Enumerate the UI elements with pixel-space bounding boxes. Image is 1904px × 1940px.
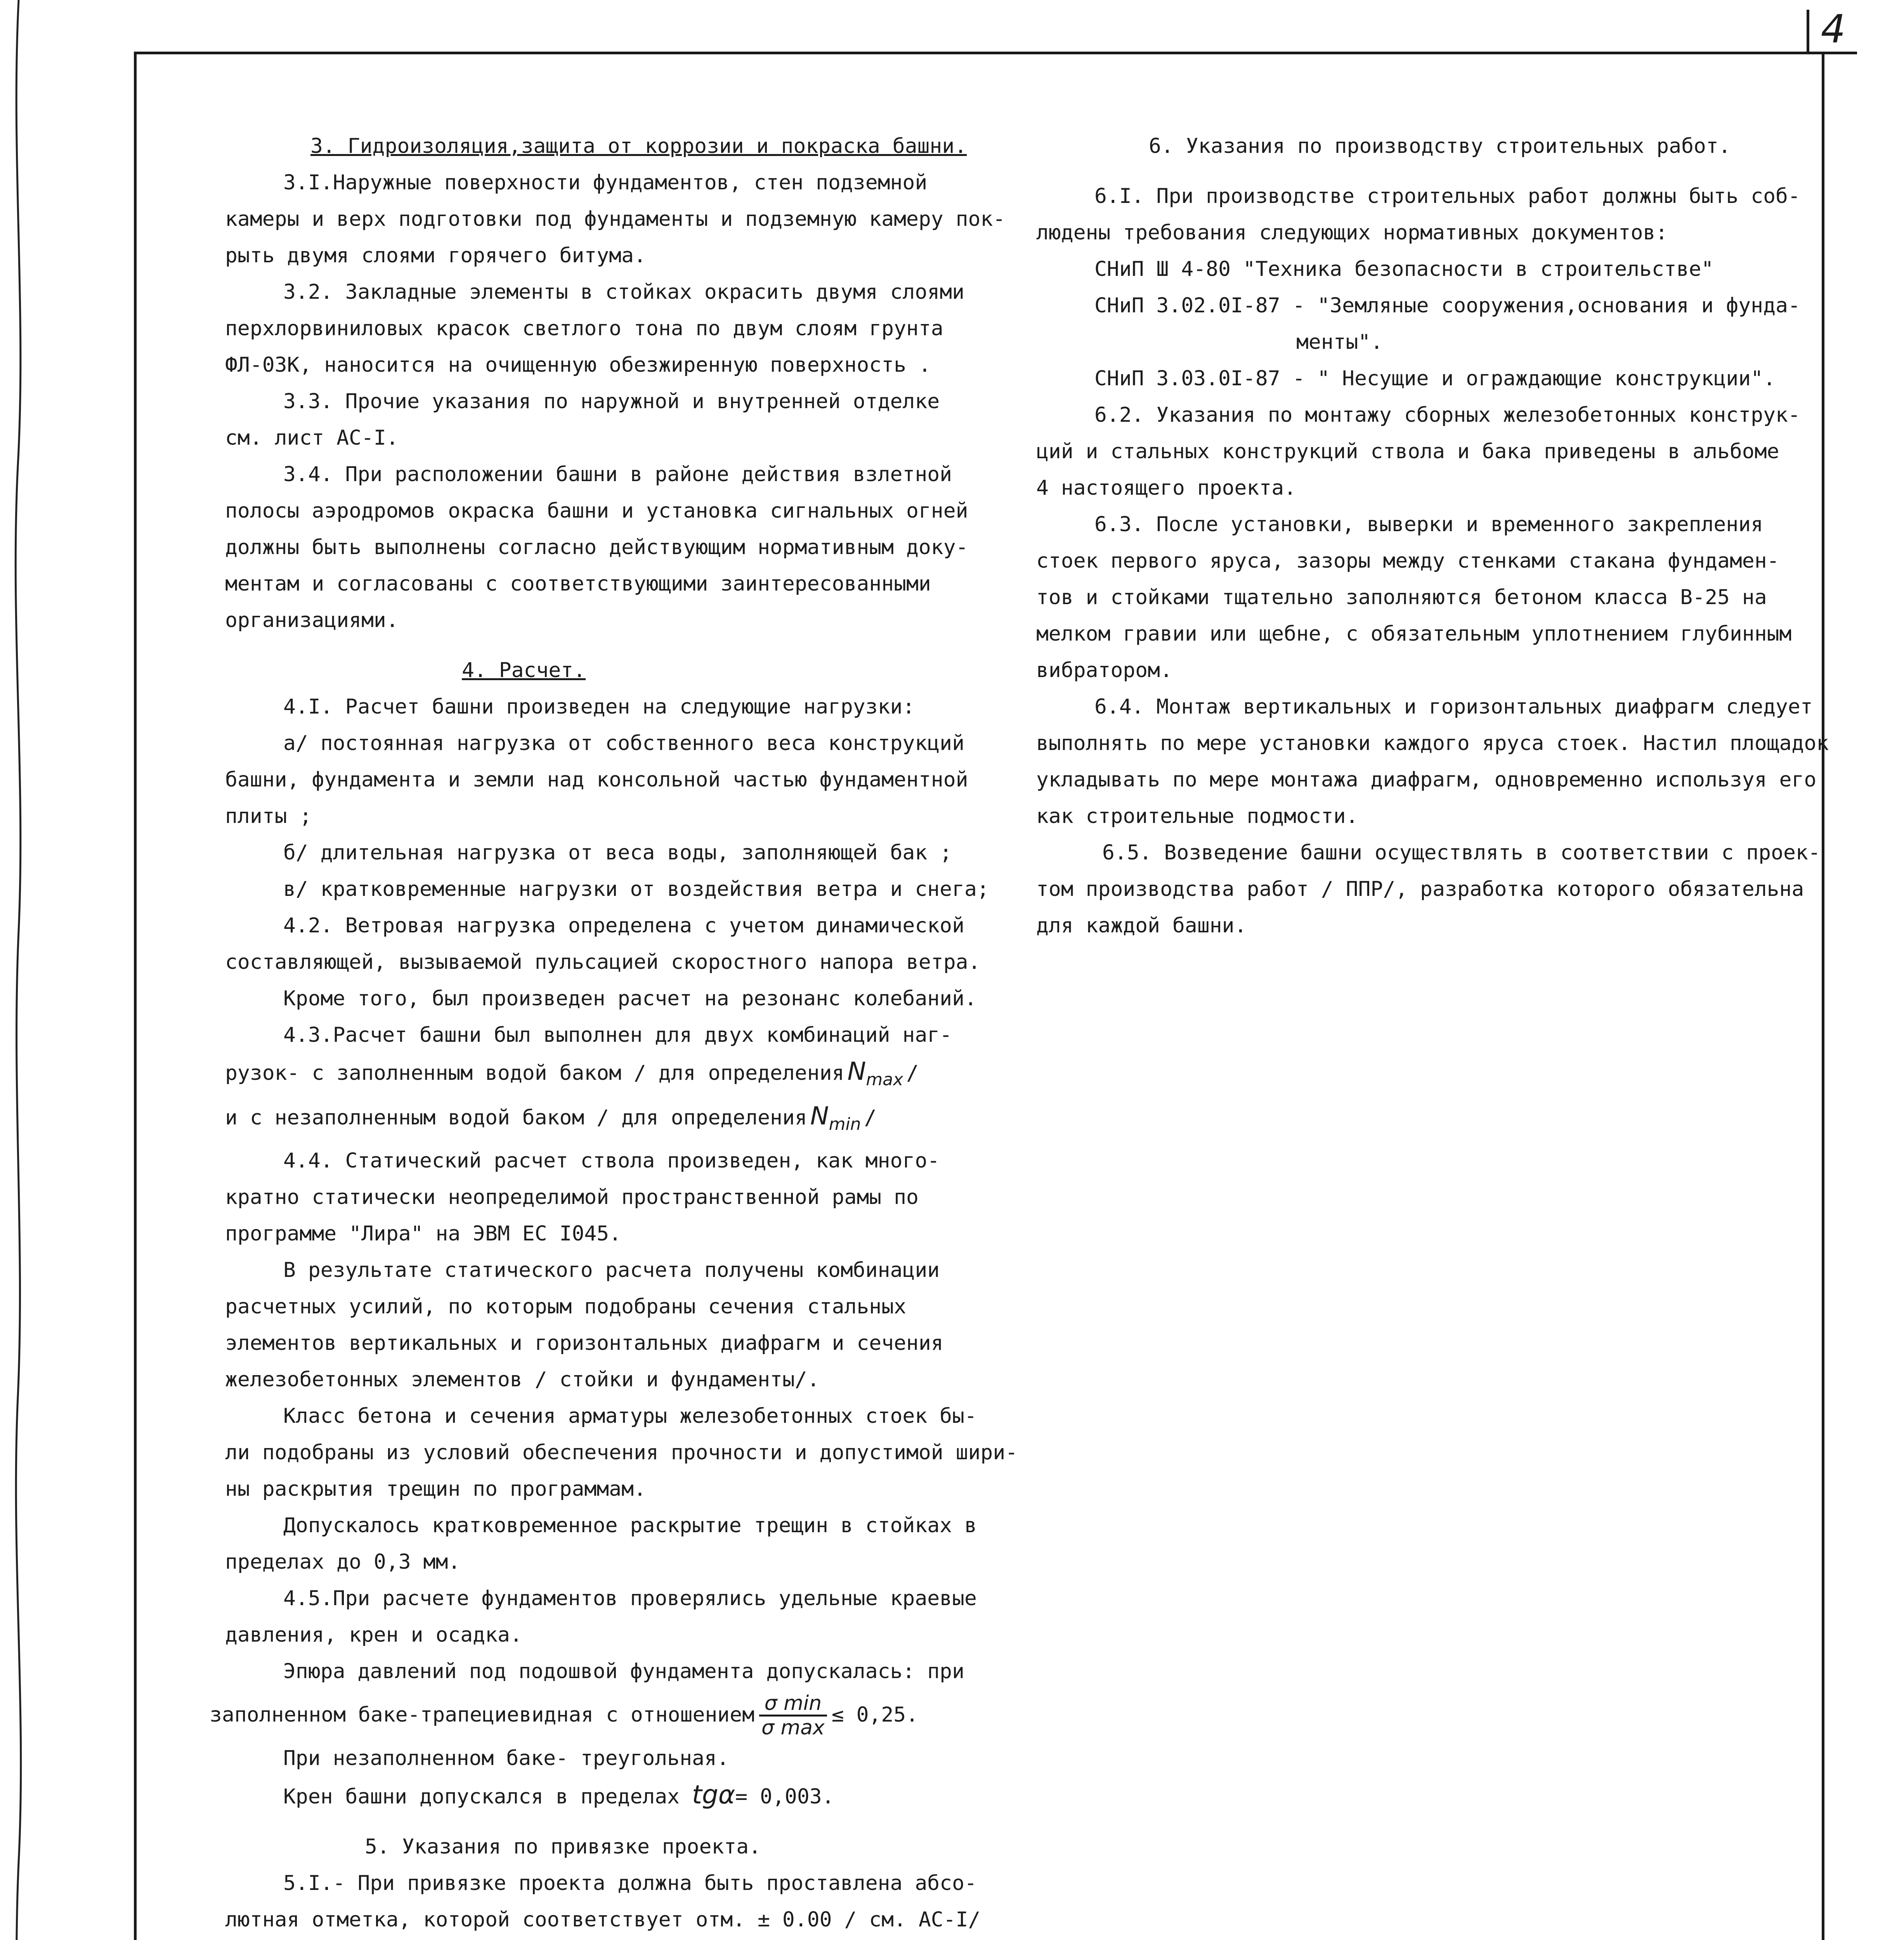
text-line: и с незаполненным водой баком / для определения	[225, 1105, 807, 1129]
text-line: кратно статически неопределимой пространственной рамы по	[225, 1185, 919, 1209]
text-line: пределах до 0,3 мм.	[225, 1550, 461, 1574]
tan-value: = 0,003.	[735, 1784, 834, 1808]
text-line	[210, 1938, 970, 1940]
text-line: заполненном баке-трапециевидная с отношением	[210, 1703, 754, 1727]
text-line: см. лист АС-I.	[225, 426, 399, 450]
section-5-title: 5. Указания по привязке проекта.	[365, 1834, 761, 1859]
text-line: программе "Лира" на ЭВМ ЕС I045.	[225, 1221, 622, 1245]
text-line: лютная отметка, которой соответствует отм. ± 0.00 / см. АС-I/	[225, 1907, 981, 1931]
text-line: рузок- с заполненным водой баком / для определения	[225, 1061, 844, 1085]
text-line: 6.3. После установки, выверки и временного закрепления	[1094, 513, 1764, 536]
text-line: в/ кратковременные нагрузки от воздействия ветра и снега;	[283, 877, 989, 901]
text-line: 5.I.- При привязке проекта должна быть проставлена абсо-	[283, 1871, 977, 1895]
text-line: давления, крен и осадка.	[225, 1623, 522, 1647]
text-line: 3.4. При расположении башни в районе действия взлетной	[283, 462, 952, 486]
text-line: В результате статического расчета получены комбинации	[283, 1258, 940, 1282]
text-line: 6.4. Монтаж вертикальных и горизонтальных диафрагм следует	[1094, 695, 1813, 719]
nmin-tail: /	[864, 1105, 877, 1129]
text-line: 4 настоящего проекта.	[1036, 476, 1297, 500]
stress-ratio-formula	[759, 1692, 827, 1739]
text-line: Эпюра давлений под подошвой фундамента допускалась: при	[283, 1659, 964, 1683]
text-line: расчетных усилий, по которым подобраны сечения стальных	[225, 1294, 906, 1318]
text-line: железобетонных элементов / стойки и фундаменты/.	[225, 1367, 820, 1391]
text-line-nmin	[210, 1098, 970, 1143]
text-line: СНиП 3.03.0I-87 - " Несущие и ограждающие конструкции".	[1094, 367, 1776, 390]
text-line: 3.I.Наружные поверхности фундаментов, стен подземной	[283, 171, 928, 194]
text-line: ны раскрытия трещин по программам.	[225, 1477, 646, 1501]
text-line: ций и стальных конструкций ствола и бака приведены в альбоме	[1036, 440, 1779, 463]
text-line-tan	[210, 1777, 970, 1815]
text-line: 4.5.При расчете фундаментов проверялись удельные краевые	[283, 1586, 977, 1610]
cut-line	[7, 0, 30, 1940]
text-line: перхлорвиниловых красок светлого тона по двум слоям грунта	[225, 317, 943, 340]
text-line: б/ длительная нагрузка от веса воды, заполняющей бак ;	[283, 841, 952, 864]
text-line: вибратором.	[1036, 658, 1172, 682]
text-line: 3.3. Прочие указания по наружной и внутренней отделке	[283, 390, 940, 413]
text-line: Допускалось кратковременное раскрытие трещин в стойках в	[283, 1513, 977, 1537]
text-line: укладывать по мере монтажа диафрагм, одновременно используя его	[1036, 768, 1817, 792]
section-4-title: 4. Расчет.	[462, 658, 586, 682]
text-line: полосы аэродромов окраска башни и установка сигнальных огней	[225, 499, 968, 523]
text-line: При незаполненном баке- треугольная.	[283, 1746, 729, 1770]
text-line: 6.2. Указания по монтажу сборных железобетонных конструк-	[1094, 403, 1800, 427]
text-line: ФЛ-03К, наносится на очищенную обезжиренную поверхность .	[225, 353, 931, 377]
section-6-title: 6. Указания по производству строительных работ.	[1149, 134, 1731, 158]
text-line: менты".	[1296, 330, 1383, 354]
left-column	[210, 128, 1018, 1940]
ratio-numerator: σ min	[759, 1692, 827, 1717]
text-line: выполнять по мере установки каждого яруса стоек. Настил площадок	[1036, 731, 1829, 755]
ratio-relation: ≤ 0,25.	[831, 1703, 919, 1727]
text-line: башни, фундамента и земли над консольной частью фундаментной	[225, 768, 968, 792]
text-line: мелком гравии или щебне, с обязательным уплотнением глубинным	[1036, 622, 1792, 646]
text-line: 4.4. Статический расчет ствола произведен, как много-	[283, 1148, 940, 1173]
text-line: 4.3.Расчет башни был выполнен для двух комбинаций наг-	[283, 1023, 952, 1047]
text-line: 6.I. При производстве строительных работ должны быть соб-	[1094, 184, 1800, 208]
text-line: Крен башни допускался в пределах	[283, 1784, 680, 1808]
nmin-symbol	[810, 1102, 861, 1134]
nmax-tail: /	[906, 1061, 919, 1085]
text-line: ли подобраны из условий обеспечения прочности и допустимой шири-	[225, 1440, 1018, 1464]
page-number: 4	[1807, 10, 1857, 54]
text-line: 3.2. Закладные элементы в стойках окрасить двумя слоями	[283, 280, 964, 304]
text-line: людены требования следующих нормативных документов:	[1036, 221, 1668, 244]
text-line: ментам и согласованы с соответствующими заинтересованными	[225, 572, 931, 596]
text-line: СНиП Ш 4-80 "Техника безопасности в строительстве"	[1094, 257, 1714, 281]
text-line: 6.5. Возведение башни осуществлять в соответствии с проек-	[1102, 841, 1821, 864]
text-line: Класс бетона и сечения арматуры железобетонных стоек бы-	[283, 1404, 977, 1428]
text-line: камеры и верх подготовки под фундаменты и подземную камеру пок-	[225, 207, 1006, 231]
text-line: тов и стойками тщательно заполняются бетоном класса В-25 на	[1036, 585, 1767, 609]
nmin-base: N	[810, 1102, 829, 1131]
text-line: а/ постоянная нагрузка от собственного веса конструкций	[283, 731, 964, 755]
nmax-symbol	[847, 1057, 903, 1090]
text-line: 4.I. Расчет башни произведен на следующие нагрузки:	[283, 695, 915, 719]
text-line: составляющей, вызываемой пульсацией скоростного напора ветра.	[225, 950, 981, 974]
text-line: стоек первого яруса, зазоры между стенками стакана фундамен-	[1036, 549, 1779, 573]
nmax-sub: max	[866, 1069, 903, 1090]
text-line: 4.2. Ветровая нагрузка определена с учетом динамической	[283, 914, 964, 937]
text-line-nmax	[210, 1053, 970, 1098]
text-line: как строительные подмости.	[1036, 804, 1358, 828]
section-3-title: 3. Гидроизоляция,защита от коррозии и покраска башни.	[310, 134, 967, 158]
tan-symbol: tgα	[692, 1779, 735, 1810]
ratio-denominator: σ max	[761, 1716, 825, 1740]
text-line-ratio	[210, 1690, 970, 1740]
text-line: должны быть выполнены согласно действующим нормативным доку-	[225, 535, 968, 559]
nmin-sub: min	[829, 1114, 861, 1134]
text-line: рыть двумя слоями горячего битума.	[225, 244, 646, 267]
right-column	[1032, 128, 1829, 944]
text-line: СНиП 3.02.0I-87 - "Земляные сооружения,основания и фунда-	[1094, 294, 1800, 317]
text-line: Кроме того, был произведен расчет на резонанс колебаний.	[283, 987, 977, 1010]
text-line: элементов вертикальных и горизонтальных диафрагм и сечения	[225, 1331, 943, 1355]
text-line: организациями.	[225, 608, 399, 632]
text-line: плиты ;	[225, 804, 312, 828]
text-line: для каждой башни.	[1036, 914, 1247, 937]
nmax-base: N	[847, 1057, 866, 1086]
text-line: том производства работ / ППР/, разработка которого обязательна	[1036, 877, 1804, 901]
